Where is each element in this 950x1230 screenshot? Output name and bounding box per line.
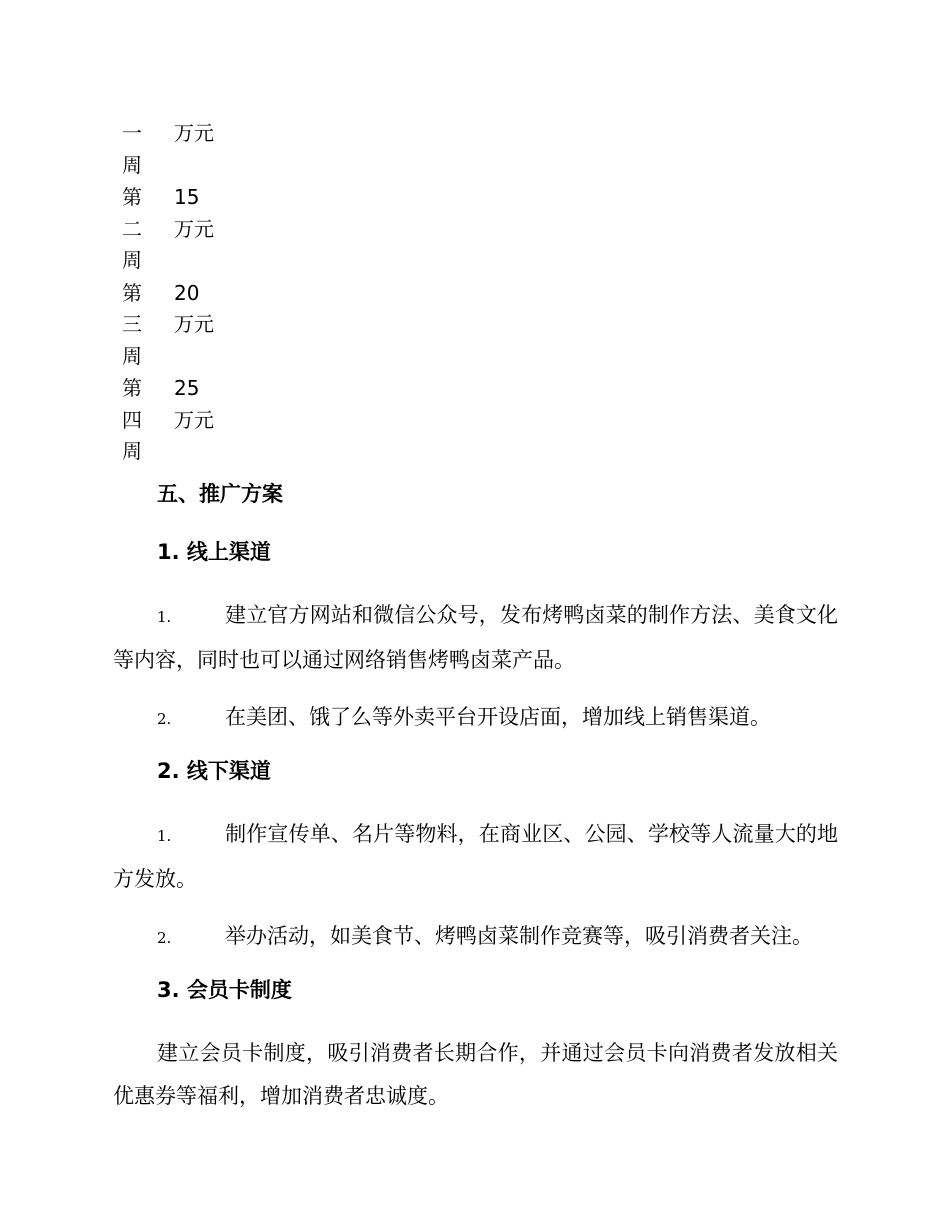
list-text: 建立官方网站和微信公众号，发布烤鸭卤菜的制作方法、美食文化等内容，同时也可以通过网络销售烤鸭卤菜产品。 [113, 603, 838, 672]
subsection-heading-membership: 3. 会员卡制度 [157, 978, 292, 1002]
subsection-heading-offline: 2. 线下渠道 [157, 759, 271, 783]
week-char: 二 [122, 216, 142, 241]
table-row [122, 373, 262, 468]
list-number: 1. [157, 827, 172, 845]
table-row [122, 182, 262, 277]
membership-paragraph: 建立会员卡制度，吸引消费者长期合作，并通过会员卡向消费者发放相关优惠券等福利，增加消费者忠诚度。 [113, 1041, 838, 1108]
subsection-heading-online: 1. 线上渠道 [157, 540, 271, 564]
week-char: 三 [122, 312, 142, 336]
week-cell [122, 182, 142, 277]
amount-line: 20 [174, 280, 200, 305]
list-text: 在美团、饿了么等外卖平台开设店面，增加线上销售渠道。 [225, 705, 771, 729]
table-row [122, 118, 262, 181]
week-cell [122, 373, 142, 468]
amount-line: 万元 [174, 216, 214, 241]
week-char: 周 [122, 343, 142, 368]
amount-line: 万元 [174, 312, 214, 336]
list-text: 制作宣传单、名片等物料，在商业区、公园、学校等人流量大的地方发放。 [113, 822, 838, 891]
amount-cell [174, 118, 214, 150]
week-cell [122, 118, 142, 181]
week-char: 第 [122, 185, 142, 209]
amount-cell [174, 182, 214, 245]
section-title: 五、推广方案 [157, 482, 283, 506]
week-char: 第 [122, 376, 142, 400]
amount-line: 万元 [174, 407, 214, 432]
list-item [113, 594, 838, 682]
week-char: 周 [122, 152, 142, 177]
week-char: 周 [122, 439, 142, 463]
amount-cell [174, 278, 214, 341]
week-char: 一 [122, 121, 142, 145]
list-item [113, 696, 838, 741]
list-item [113, 915, 838, 960]
list-text: 举办活动，如美食节、烤鸭卤菜制作竞赛等，吸引消费者关注。 [225, 924, 813, 948]
list-number: 1. [157, 608, 172, 626]
week-char: 四 [122, 407, 142, 432]
amount-cell [174, 373, 214, 436]
table-row [122, 278, 262, 373]
week-cell [122, 278, 142, 373]
weekly-target-table [122, 118, 262, 469]
amount-line: 万元 [174, 121, 214, 145]
amount-line: 25 [174, 376, 200, 400]
list-number: 2. [157, 710, 172, 728]
list-number: 2. [157, 929, 172, 947]
week-char: 第 [122, 280, 142, 305]
list-item [113, 813, 838, 901]
amount-line: 15 [174, 185, 200, 209]
week-char: 周 [122, 248, 142, 272]
document-body [113, 478, 838, 1132]
